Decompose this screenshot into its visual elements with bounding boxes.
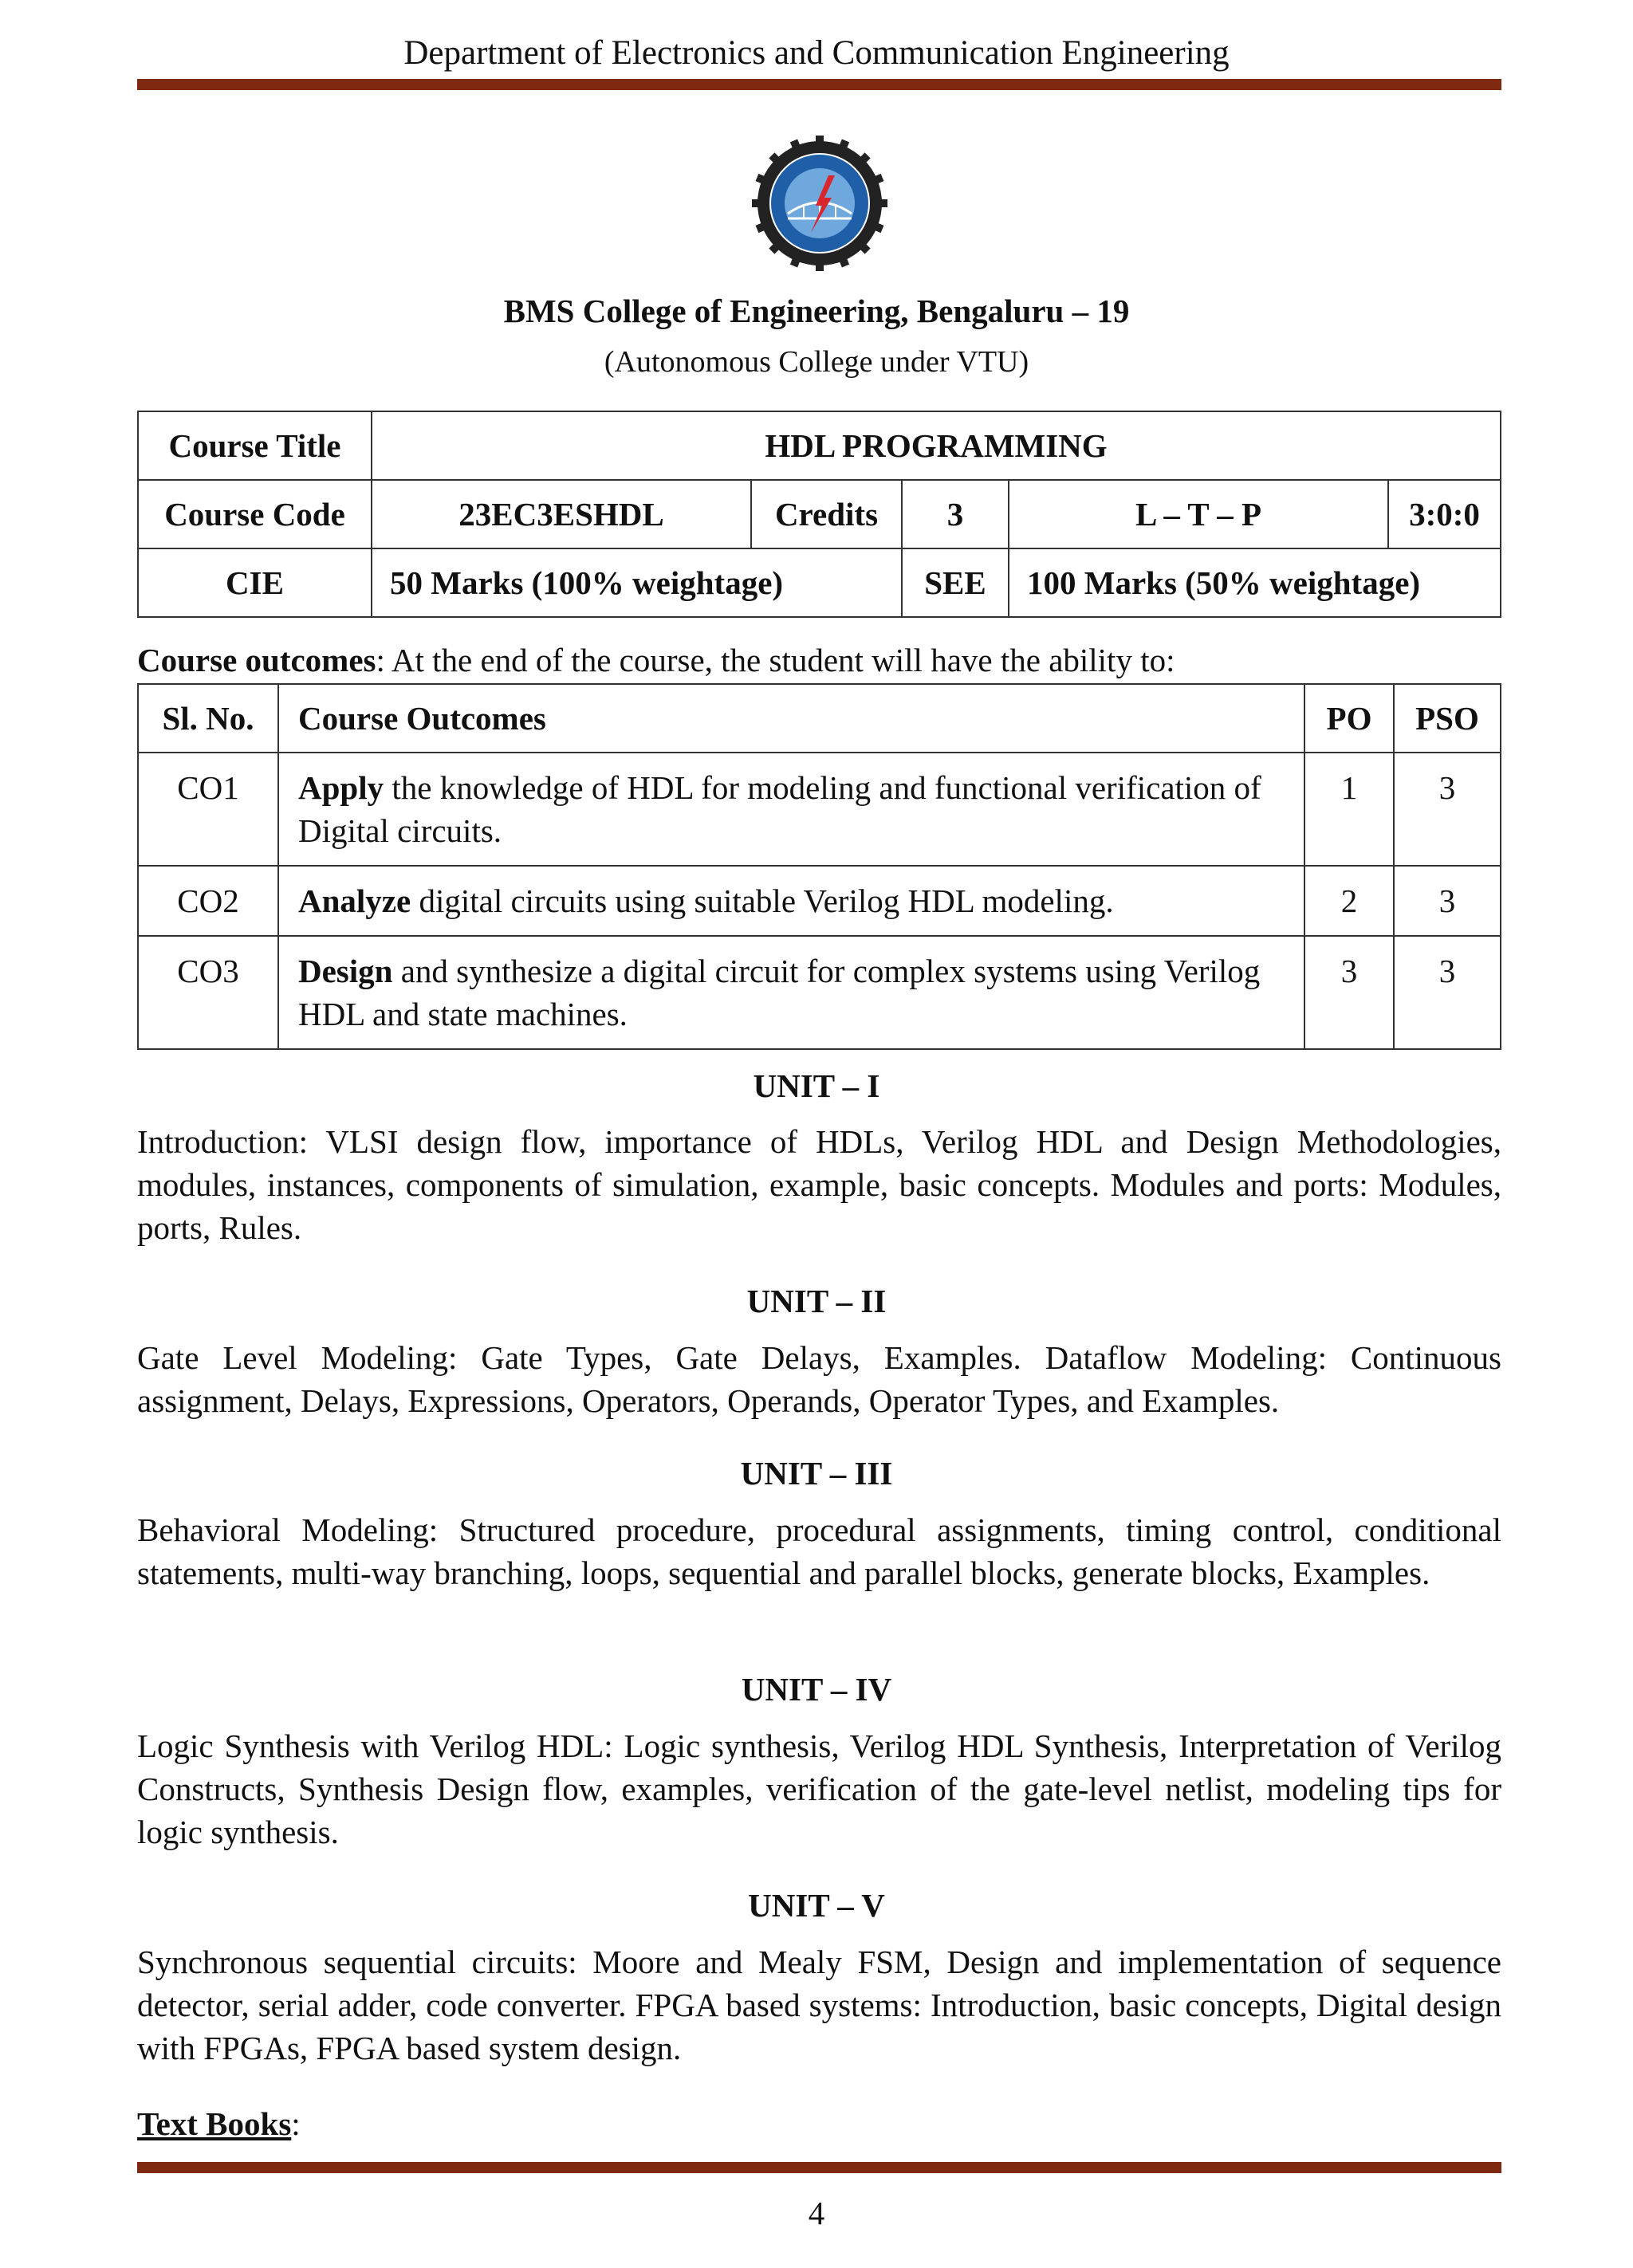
co-verb: Apply — [298, 769, 384, 806]
co-description — [278, 753, 1304, 866]
co-id: CO2 — [138, 866, 278, 936]
college-name: BMS College of Engineering, Bengaluru – 19 — [503, 293, 1130, 329]
co-po: 3 — [1304, 936, 1394, 1049]
outcome-header: Course Outcomes — [278, 684, 1304, 753]
unit-1-body: Introduction: VLSI design flow, importance of HDLs, Verilog HDL and Design Methodologies, modules, instances, components of simulation, example, basic concepts. Modules and ports: Modules, ports, Rules. — [137, 1123, 1501, 1246]
co-text: and synthesize a digital circuit for complex systems using Verilog HDL and state machines. — [298, 953, 1261, 1032]
ltp-label: L – T – P — [1009, 480, 1388, 548]
table-row — [138, 936, 1501, 1049]
slno-header: Sl. No. — [138, 684, 278, 753]
credits-value: 3 — [902, 480, 1009, 548]
co-id: CO1 — [138, 753, 278, 866]
course-info-table — [137, 411, 1501, 618]
po-header: PO — [1304, 684, 1394, 753]
co-po: 1 — [1304, 753, 1394, 866]
unit-1-heading: UNIT – I — [753, 1067, 880, 1104]
course-title-value: HDL PROGRAMMING — [372, 411, 1501, 480]
course-code-row — [138, 480, 1501, 548]
pso-header: PSO — [1394, 684, 1501, 753]
unit-3-body: Behavioral Modeling: Structured procedure, procedural assignments, timing control, conditional statements, multi-way branching, loops, sequential and parallel blocks, generate blocks, Examples. — [137, 1511, 1501, 1591]
co-pso: 3 — [1394, 936, 1501, 1049]
page-number: 4 — [808, 2195, 825, 2231]
co-verb: Design — [298, 953, 393, 989]
cie-label: CIE — [138, 548, 372, 617]
ltp-value: 3:0:0 — [1388, 480, 1501, 548]
table-row — [138, 866, 1501, 936]
co-verb: Analyze — [298, 882, 411, 919]
unit-2-body: Gate Level Modeling: Gate Types, Gate Delays, Examples. Dataflow Modeling: Continuous assignment, Delays, Expressions, Operators, Operands, Operator Types, and Examples. — [137, 1339, 1501, 1419]
see-value: 100 Marks (50% weightage) — [1009, 548, 1501, 617]
course-outcomes-intro-text: : At the end of the course, the student will have the ability to: — [376, 642, 1175, 678]
text-books-label: Text Books — [137, 2105, 292, 2142]
department-header: Department of Electronics and Communication Engineering — [403, 34, 1230, 72]
text-books-colon: : — [291, 2105, 301, 2142]
college-seal-logo — [752, 136, 887, 271]
unit-4-body: Logic Synthesis with Verilog HDL: Logic synthesis, Verilog HDL Synthesis, Interpretation of Verilog Constructs, Synthesis Design flow, examples, verification of the gate-level netlist, modeling tips for logic synthesis. — [137, 1728, 1501, 1850]
unit-3-heading: UNIT – III — [740, 1455, 893, 1492]
co-po: 2 — [1304, 866, 1394, 936]
co-id: CO3 — [138, 936, 278, 1049]
course-code-value: 23EC3ESHDL — [372, 480, 751, 548]
unit-5-heading: UNIT – V — [748, 1887, 885, 1924]
co-description — [278, 866, 1304, 936]
unit-4-heading: UNIT – IV — [741, 1671, 892, 1708]
course-outcomes-label: Course outcomes — [137, 642, 376, 678]
text-books-heading — [137, 2101, 301, 2146]
footer-rule — [137, 2162, 1501, 2173]
course-title-label: Course Title — [138, 411, 372, 480]
co-text: digital circuits using suitable Verilog HDL modeling. — [411, 882, 1114, 919]
co-text: the knowledge of HDL for modeling and functional verification of Digital circuits. — [298, 769, 1261, 849]
course-outcomes-intro — [137, 638, 1175, 682]
table-row — [138, 753, 1501, 866]
header-rule — [137, 79, 1501, 90]
outcomes-header-row — [138, 684, 1501, 753]
see-label: SEE — [902, 548, 1009, 617]
credits-label: Credits — [751, 480, 902, 548]
unit-2-heading: UNIT – II — [746, 1283, 887, 1319]
cie-value: 50 Marks (100% weightage) — [372, 548, 902, 617]
course-title-row — [138, 411, 1501, 480]
college-subtitle: (Autonomous College under VTU) — [604, 345, 1029, 379]
course-outcomes-table — [137, 683, 1501, 1050]
co-pso: 3 — [1394, 866, 1501, 936]
co-pso: 3 — [1394, 753, 1501, 866]
co-description — [278, 936, 1304, 1049]
assessment-row — [138, 548, 1501, 617]
unit-5-body: Synchronous sequential circuits: Moore and Mealy FSM, Design and implementation of sequence detector, serial adder, code converter. FPGA based systems: Introduction, basic concepts, Digital design with FPGAs, FPGA based system design. — [137, 1944, 1501, 2066]
course-code-label: Course Code — [138, 480, 372, 548]
